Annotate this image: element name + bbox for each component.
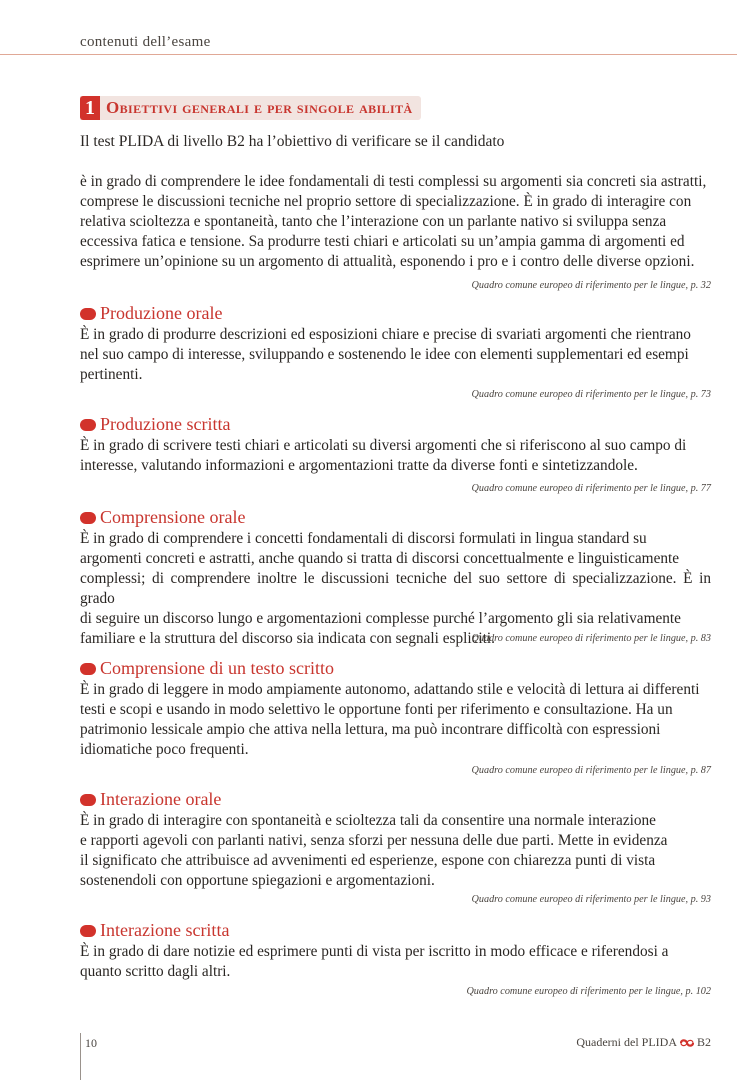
text-line: relativa scioltezza e spontaneità, tanto che l’interazione con un parlante nativo si sviluppa senza bbox=[80, 213, 667, 230]
text-line: È in grado di scrivere testi chiari e articolati su diversi argomenti che si riferiscono al suo campo di bbox=[80, 437, 687, 454]
skill-title: Interazione scritta bbox=[100, 920, 230, 940]
series-title: Quaderni del PLIDA bbox=[576, 1035, 677, 1049]
reference-citation: Quadro comune europeo di riferimento per le lingue, p. 73 bbox=[471, 389, 711, 400]
text-line: sostenendoli con opportune spiegazioni e argomentazioni. bbox=[80, 872, 435, 889]
text-line: è in grado di comprendere le idee fondamentali di testi complessi su argomenti sia concreti sia astratti, bbox=[80, 173, 707, 190]
skill-text bbox=[80, 680, 711, 760]
plida-logo-icon bbox=[680, 1038, 694, 1048]
skill-heading bbox=[80, 303, 222, 324]
bullet-icon bbox=[80, 663, 96, 675]
text-line: complessi; di comprendere inoltre le discussioni tecniche del suo settore di specializzazione. È in grado bbox=[80, 570, 711, 607]
skill-text bbox=[80, 436, 711, 476]
section-title: Obiettivi generali e per singole abilità bbox=[106, 98, 413, 117]
section-number: 1 bbox=[80, 96, 100, 120]
skill-heading bbox=[80, 920, 229, 941]
skill-heading bbox=[80, 414, 230, 435]
reference-citation: Quadro comune europeo di riferimento per le lingue, p. 102 bbox=[466, 986, 711, 997]
text-line: È in grado di dare notizie ed esprimere punti di vista per iscritto in modo efficace e riferendosi a bbox=[80, 943, 669, 960]
text-line: È in grado di comprendere i concetti fondamentali di discorsi formulati in lingua standard su bbox=[80, 530, 647, 547]
bullet-icon bbox=[80, 794, 96, 806]
text-line: testi e scopi e usando in modo selettivo le opportune fonti per riferimento e consultazione. Ha un bbox=[80, 701, 673, 718]
bullet-icon bbox=[80, 512, 96, 524]
reference-citation: Quadro comune europeo di riferimento per le lingue, p. 93 bbox=[471, 894, 711, 905]
skill-heading bbox=[80, 789, 221, 810]
reference-citation: Quadro comune europeo di riferimento per le lingue, p. 87 bbox=[471, 765, 711, 776]
header-rule bbox=[0, 54, 737, 55]
skill-title: Comprensione orale bbox=[100, 507, 246, 527]
page-number: 10 bbox=[85, 1036, 97, 1050]
text-line: pertinenti. bbox=[80, 366, 143, 383]
skill-title: Produzione orale bbox=[100, 303, 223, 323]
skill-title: Interazione orale bbox=[100, 789, 222, 809]
text-line: patrimonio lessicale ampio che attiva nella lettura, ma può incontrare difficoltà con espressioni bbox=[80, 721, 661, 738]
skill-text bbox=[80, 811, 711, 891]
text-line: È in grado di produrre descrizioni ed esposizioni chiare e precise di svariati argomenti che rientrano bbox=[80, 326, 691, 343]
skill-title: Comprensione di un testo scritto bbox=[100, 658, 334, 678]
skill-text bbox=[80, 529, 711, 649]
bullet-icon bbox=[80, 925, 96, 937]
text-line: argomenti concreti e astratti, anche quando si tratta di discorsi concettualmente e linguisticamente bbox=[80, 550, 680, 567]
bullet-icon bbox=[80, 419, 96, 431]
reference-citation: Quadro comune europeo di riferimento per le lingue, p. 32 bbox=[471, 280, 711, 291]
general-objective-text bbox=[80, 172, 711, 272]
text-line: quanto scritto dagli altri. bbox=[80, 963, 231, 980]
text-line: È in grado di interagire con spontaneità e scioltezza tali da consentire una normale interazione bbox=[80, 812, 656, 829]
intro-text: Il test PLIDA di livello B2 ha l’obiettivo di verificare se il candidato bbox=[80, 133, 505, 150]
text-line: comprese le discussioni tecniche nel proprio settore di specializzazione. È in grado di interagire con bbox=[80, 193, 692, 210]
skill-heading bbox=[80, 658, 334, 679]
bullet-icon bbox=[80, 308, 96, 320]
text-line: idiomatiche poco frequenti. bbox=[80, 741, 249, 758]
skill-text bbox=[80, 942, 711, 982]
reference-citation: Quadro comune europeo di riferimento per le lingue, p. 77 bbox=[471, 483, 711, 494]
running-head: contenuti dell’esame bbox=[80, 34, 211, 50]
text-line: e rapporti agevoli con parlanti nativi, senza sforzi per nessuna delle due parti. Mette in evidenza bbox=[80, 832, 668, 849]
text-line: familiare e la struttura del discorso sia indicata con segnali espliciti. bbox=[80, 630, 496, 647]
footer-rule bbox=[80, 1033, 81, 1080]
section-heading bbox=[80, 96, 421, 120]
skill-heading bbox=[80, 507, 245, 528]
text-line: esprimere un’opinione su un argomento di attualità, esponendo i pro e i contro delle diverse opzioni. bbox=[80, 253, 695, 270]
level-label: B2 bbox=[696, 1035, 711, 1049]
footer-series bbox=[576, 1035, 711, 1050]
skill-title: Produzione scritta bbox=[100, 414, 231, 434]
text-line: interesse, valutando informazioni e argomentazioni tratte da diverse fonti e sintetizzandole. bbox=[80, 457, 638, 474]
text-line: di seguire un discorso lungo e argomentazioni complesse purché l’argomento gli sia relativamente bbox=[80, 610, 681, 627]
text-line: il significato che attribuisce ad avvenimenti ed esperienze, espone con chiarezza punti di vista bbox=[80, 852, 656, 869]
text-line: eccessiva fatica e tensione. Sa produrre testi chiari e articolati su un’ampia gamma di argomenti ed bbox=[80, 233, 685, 250]
skill-text bbox=[80, 325, 711, 385]
reference-citation: Quadro comune europeo di riferimento per le lingue, p. 83 bbox=[471, 633, 711, 644]
text-line: È in grado di leggere in modo ampiamente autonomo, adattando stile e velocità di lettura ai differenti bbox=[80, 681, 700, 698]
text-line: nel suo campo di interesse, sviluppando e sostenendo le idee con elementi supplementari ed esempi bbox=[80, 346, 689, 363]
